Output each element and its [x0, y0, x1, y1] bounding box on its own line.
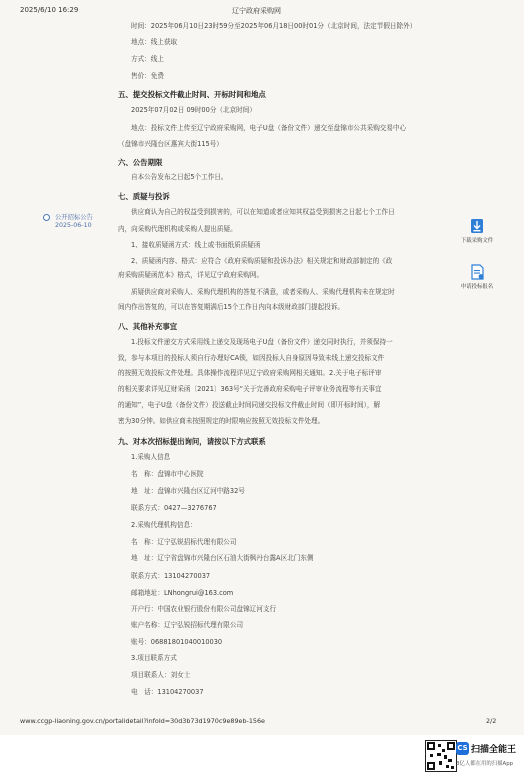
doc-line: 电 话：13104270037 [131, 688, 204, 696]
doc-line: 1.采购人信息 [131, 453, 171, 461]
doc-line: 2、质疑函内容、格式：应符合《政府采购质疑和投诉办法》相关规定和财政部制定的《政 [131, 257, 393, 265]
doc-line: 联系方式：0427—3276767 [131, 504, 217, 512]
doc-line: 供应商认为自己的权益受到损害的，可以在知道或者应知其权益受到损害之日起七个工作日 [131, 208, 395, 216]
print-date: 2025/6/10 16:29 [20, 6, 79, 14]
doc-line: 方式：线上 [131, 55, 164, 63]
download-file-icon [470, 218, 484, 234]
doc-line: 间内作出答复的，可以在答复期满后15个工作日内向本级财政部门提起投诉。 [118, 303, 344, 311]
timeline-label: 公开招标公告 [55, 214, 93, 221]
scanner-tagline: 3亿人都在用的扫描App [456, 761, 514, 767]
doc-line: 账户名称：辽宁弘锐招标代理有限公司 [131, 621, 244, 629]
doc-line: 地 址：辽宁省盘锦市兴隆台区石油大街枫丹台露A区北门东侧 [131, 554, 314, 562]
doc-line: 自本公告发布之日起5个工作日。 [131, 173, 228, 181]
doc-line: 致，参与本项目的投标人须自行办理好CA锁，如因投标人自身原因导致未线上递交投标文件 [118, 354, 385, 362]
apply-bid-label: 申请投标报名 [460, 284, 494, 290]
page-number: 2/2 [486, 717, 497, 725]
doc-line: 的相关要求详见辽财采函〔2021〕363号“关于完善政府采购电子评审业务流程等有关事宜 [118, 385, 382, 393]
section-heading: 八、其他补充事宜 [118, 322, 178, 331]
doc-line: 2.采购代理机构信息： [131, 521, 197, 529]
doc-line: 的通知”，电子U盘（备份文件）投送截止时间同递交投标文件截止时间（即开标时间），解 [118, 401, 381, 409]
timeline-dot-icon [43, 214, 50, 221]
doc-line: 质疑供应商对采购人、采购代理机构的答复不满意，或者采购人、采购代理机构未在规定时 [131, 288, 395, 296]
doc-line: 时间：2025年06月10日23时59分至2025年06月18日00时01分（北京时间，法定节假日除外） [131, 22, 417, 30]
doc-line: 2025年07月02日 09时00分（北京时间） [131, 106, 256, 114]
section-heading: 九、对本次招标提出询问，请按以下方式联系 [118, 437, 266, 446]
site-title: 辽宁政府采购网 [232, 7, 281, 15]
section-heading: 六、公告期限 [118, 158, 163, 167]
doc-line: 名 称：辽宁弘锐招标代理有限公司 [131, 538, 237, 546]
doc-line: 3.项目联系方式 [131, 654, 177, 662]
download-file-label: 下载采购文件 [460, 238, 494, 244]
doc-line: 名 称：盘锦市中心医院 [131, 470, 204, 478]
scanner-app-name: 扫描全能王 [471, 745, 517, 755]
doc-line: 邮箱地址：LNhongrui@163.com [131, 589, 234, 597]
page-url: www.ccgp-liaoning.gov.cn/portalidetail?infoId=30d3b73d1970c9e89eb-156e [20, 717, 265, 725]
doc-line: 地点：投标文件上传至辽宁政府采购网，电子U盘（备份文件）递交至盘锦市公共采购交易中心 [131, 124, 407, 132]
timeline-date: 2025-06-10 [55, 222, 92, 229]
doc-line: 府采购质疑函范本》格式，详见辽宁政府采购网。 [118, 271, 264, 279]
doc-line: （盘锦市兴隆台区惠宾大街115号） [118, 140, 223, 148]
doc-line: 地 址：盘锦市兴隆台区辽河中路32号 [131, 487, 245, 495]
doc-line: 联系方式：13104270037 [131, 572, 211, 580]
download-file-button[interactable] [454, 218, 500, 244]
doc-line: 地点：线上获取 [131, 38, 178, 46]
doc-line: 项目联系人：刘女士 [131, 671, 191, 679]
doc-line: 1.投标文件递交方式采用线上递交及现场电子U盘（备份文件）递交同时执行，并须保持一 [131, 338, 393, 346]
doc-line: 的按照无效投标文件处理。具体操作流程详见辽宁政府采购网相关通知。2.关于电子标评审 [118, 369, 382, 377]
camscanner-logo: CS [456, 742, 469, 755]
doc-line: 开户行：中国农业银行股份有限公司盘锦辽河支行 [131, 605, 277, 613]
doc-line: 售价：免费 [131, 72, 164, 80]
doc-line: 内，向采购代理机构或采购人提出质疑。 [118, 225, 237, 233]
section-heading: 五、提交投标文件截止时间、开标时间和地点 [118, 90, 266, 99]
doc-line: 账号：06881801040010030 [131, 638, 223, 646]
apply-bid-button[interactable] [454, 264, 500, 290]
doc-line: 密为30分钟。如供应商未按照规定的时限响应按照无效投标文件处理。 [118, 417, 325, 425]
doc-line: 1、接收质疑函方式：线上或书面纸质质疑函 [131, 241, 261, 249]
section-heading: 七、质疑与投诉 [118, 192, 170, 201]
complaint-report-icon [470, 264, 484, 280]
qr-code [425, 740, 457, 772]
